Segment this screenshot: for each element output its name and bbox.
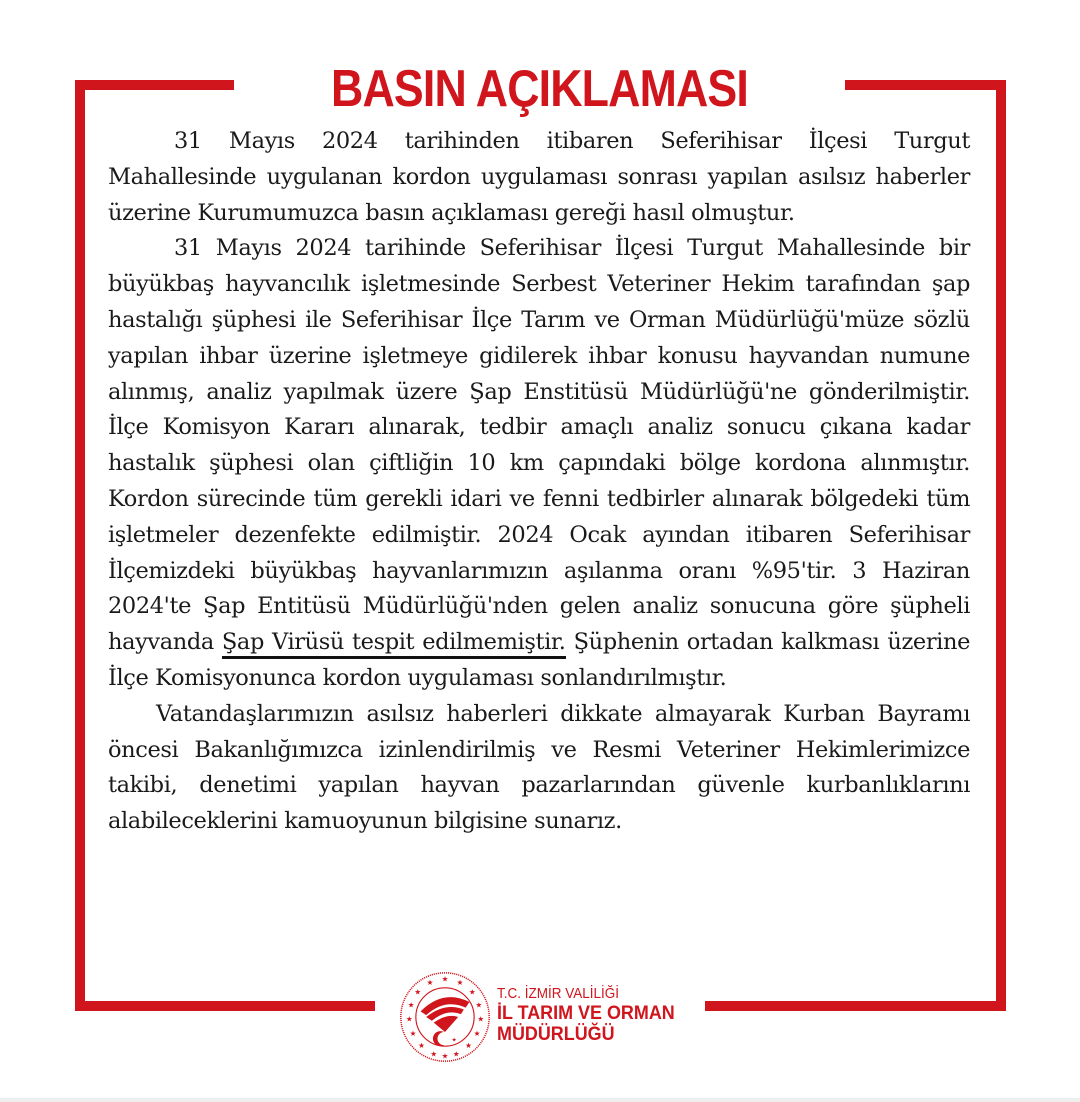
paragraph-3: Vatandaşlarımızın asılsız haberleri dikkate almayarak Kurban Bayramı öncesi Bakanlığımızca izinlendirilmiş ve Resmi Veteriner Hekimlerimizce takibi, denetimi yapılan hayvan pazarlarından güvenle kurbanlıklarını alabileceklerini kamuoyunun bilgisine sunarız. — [108, 700, 970, 835]
svg-text:★: ★ — [414, 987, 422, 997]
ministry-emblem-icon — [398, 970, 492, 1064]
frame-bottom-right — [705, 1001, 1006, 1011]
paragraph-2 — [108, 231, 970, 696]
paragraph-1: 31 Mayıs 2024 tarihinden itibaren Seferihisar İlçesi Turgut Mahallesinde uygulanan kordon uygulaması sonrası yapılan asılsız haberler üzerine Kurumumuzca basın açıklaması gereği hasıl olmuştur. — [108, 128, 970, 226]
svg-text:★: ★ — [465, 1041, 472, 1051]
svg-text:★: ★ — [426, 978, 434, 988]
svg-text:★: ★ — [409, 1028, 417, 1038]
org-line-1: T.C. İZMİR VALİLİĞİ — [497, 985, 620, 1002]
svg-text:★: ★ — [407, 1000, 415, 1010]
org-line-2: İL TARIM VE ORMAN — [497, 1002, 675, 1024]
svg-text:★: ★ — [452, 1049, 460, 1059]
press-release-body — [108, 124, 970, 840]
svg-text:★: ★ — [468, 987, 476, 997]
svg-text:★: ★ — [477, 1014, 485, 1024]
bottom-divider — [0, 1098, 1080, 1102]
paragraph-2-text: 31 Mayıs 2024 tarihinde Seferihisar İlçesi Turgut Mahallesinde bir büyükbaş hayvancılık işletmesinde Serbest Veteriner Hekim tarafından şap hastalığı şüphesi ile Seferihisar İlçe Tarım ve Orman Müdürlüğü'müze sözlü yapılan ihbar üzerine işletmeye gidilerek ihbar konusu hayvandan numune alınmış, analiz yapılmak üzere Şap Enstitüsü Müdürlüğü'ne gönderilmiştir. İlçe Komisyon Kararı alınarak, tedbir amaçlı analiz sonucu çıkana kadar hastalık şüphesi olan çiftliğin 10 km çapındaki bölge kordona alınmıştır. Kordon sürecinde tüm gerekli idari ve fenni tedbirler alınarak bölgedeki tüm işletmeler dezenfekte edilmiştir. 2024 Ocak ayından itibaren Seferihisar İlçemizdeki büyükbaş hayvanlarımızın aşılanma oranı %95'tir. 3 Haziran 2024'te Şap Entitüsü Müdürlüğü'nden gelen analiz sonucuna göre şüpheli hayvanda — [108, 235, 970, 656]
organization-name — [497, 985, 690, 1045]
highlight-no-virus: Şap Virüsü tespit edilmemiştir. — [222, 629, 566, 659]
svg-text:★: ★ — [441, 974, 449, 984]
frame-right — [996, 80, 1006, 1011]
frame-left — [75, 80, 85, 1011]
svg-text:★: ★ — [456, 978, 464, 988]
svg-text:★: ★ — [430, 1049, 438, 1059]
svg-text:★: ★ — [451, 1037, 457, 1044]
svg-text:★: ★ — [418, 1041, 425, 1051]
frame-top-left — [75, 80, 234, 90]
svg-text:★: ★ — [473, 1028, 481, 1038]
frame-bottom-left — [75, 1001, 375, 1011]
org-line-3: MÜDÜRLÜĞÜ — [497, 1023, 615, 1045]
frame-top-right — [845, 80, 1006, 90]
paragraph-2-end: Şüphenin ortadan kalkması üzerine İlçe Komisyonunca kordon uygulaması sonlandırılmıştır. — [108, 629, 970, 691]
svg-text:★: ★ — [405, 1014, 413, 1024]
page-title: BASIN AÇIKLAMASI — [331, 60, 748, 118]
svg-text:★: ★ — [475, 1000, 483, 1010]
svg-text:★: ★ — [441, 1051, 449, 1061]
